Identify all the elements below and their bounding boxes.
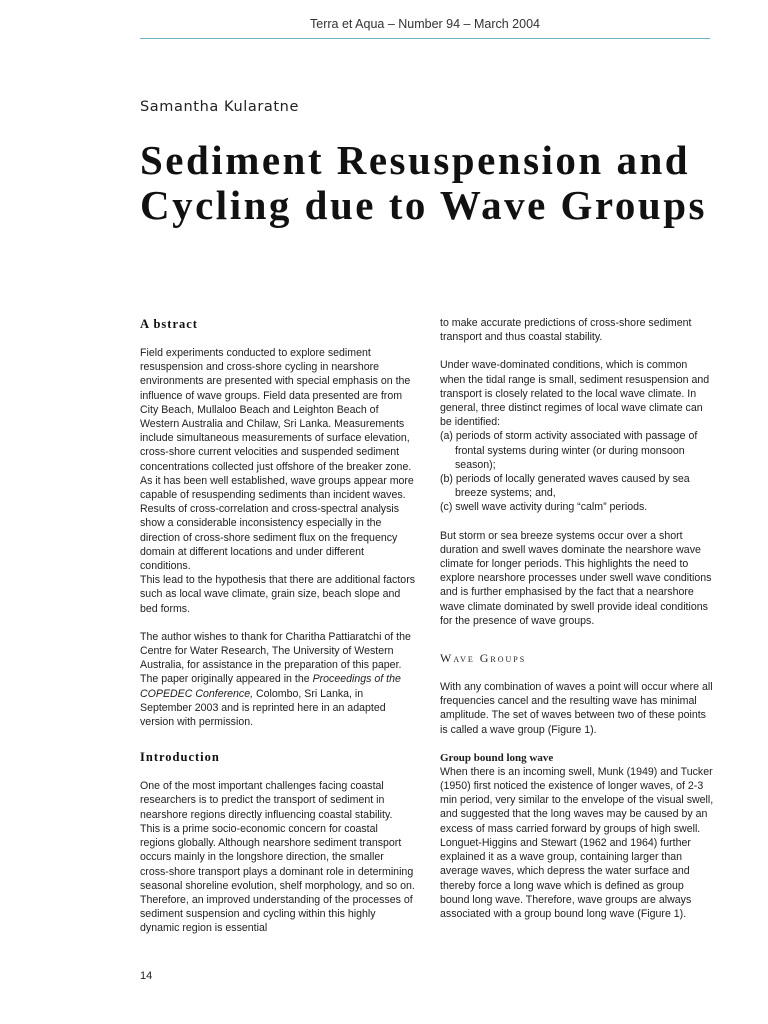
regimes-list bbox=[440, 429, 715, 514]
storm-paragraph: But storm or sea breeze systems occur over a short duration and swell waves dominate the nearshore wave climate for longer periods. This highlights the need to explore nearshore processes under swell wave conditions and is further emphasised by the fact that a nearshore wave climate dominated by swell provide ideal conditions for the presence of wave groups. bbox=[440, 529, 712, 627]
ack-text-1: The author wishes to thank for Charitha Pattiaratchi of the Centre for Water Research, The University of Western Australia, for assistance in the preparation of this paper. The paper originally appeared in the bbox=[140, 630, 411, 686]
author-name: Samantha Kularatne bbox=[140, 99, 299, 115]
introduction-heading: Introduction bbox=[140, 750, 220, 765]
ack-italic: Proceedings of the COPEDEC Conference, bbox=[140, 673, 401, 700]
header-rule bbox=[140, 38, 710, 39]
page-number: 14 bbox=[140, 970, 153, 982]
wave-groups-paragraph: With any combination of waves a point will occur where all frequencies cancel and the resulting wave has minimal amplitude. The set of waves between two of these points is called a wave group (Figure 1). bbox=[440, 681, 713, 736]
abstract-paragraph-end: This lead to the hypothesis that there are additional factors such as local wave climate, grain size, beach slope and bed forms. bbox=[140, 574, 416, 615]
list-item: (a) periods of storm activity associated with passage of frontal systems during winter (or during monsoon season); bbox=[440, 430, 698, 471]
article-title: Sediment Resuspension and Cycling due to Wave Groups bbox=[140, 137, 707, 228]
abstract-paragraph: Field experiments conducted to explore sediment resuspension and cross-shore cycling in nearshore environments are presented with special emphasis on the influence of wave groups. Field data presented are from City Beach, Mullaloo Beach and Leighton Beach of Western Australia and Chilaw, Sri Lanka. Measurements include simultaneous measurements of surface elevation, cross-shore current velocities and suspended sediment concentrations collected just offshore of the breaker zone. As it has been well established, wave groups appear more capable of resuspending sediments than incident waves. Results of cross-correlation and cross-spectral analysis show a considerable inconsistency especially in the direction of cross-shore sediment flux on the frequency domain at different locations and under different conditions. bbox=[140, 347, 414, 573]
group-bound-paragraph: When there is an incoming swell, Munk (1949) and Tucker (1950) first noticed the existence of longer waves, of 2-3 min period, very similar to the envelope of the visual swell, and suggested that the long waves may be caused by an excess of mass carried forward by groups of high swell. Longuet-Higgins and Stewart (1962 and 1964) further explained it as a wave group, containing larger than average waves, which depress the water surface and thereby force a long wave which is defined as group bound long wave. Therefore, wave groups are always associated with a group bound long wave (Figure 1). bbox=[440, 765, 714, 920]
wave-dominated-paragraph: Under wave-dominated conditions, which is common when the tidal range is small, sediment resuspension and transport is closely related to the local wave climate. In general, three distinct regimes of local wave climate can be identified: bbox=[440, 359, 710, 429]
list-item: (c) swell wave activity during “calm” periods. bbox=[440, 501, 648, 514]
acknowledgement-paragraph bbox=[140, 630, 415, 729]
ack-text-2: Colombo, Sri Lanka, in September 2003 and is reprinted here in an adapted version with permission. bbox=[140, 687, 386, 729]
group-bound-heading: Group bound long wave bbox=[440, 751, 554, 764]
running-header: Terra et Aqua – Number 94 – March 2004 bbox=[310, 17, 540, 31]
wave-groups-heading: Wave Groups bbox=[440, 651, 527, 666]
introduction-continued: to make accurate predictions of cross-shore sediment transport and thus coastal stability. bbox=[440, 317, 692, 344]
right-column bbox=[440, 316, 715, 935]
list-item: (b) periods of locally generated waves caused by sea breeze systems; and, bbox=[440, 473, 690, 500]
abstract-heading: A bstract bbox=[140, 317, 198, 331]
introduction-paragraph: One of the most important challenges facing coastal researchers is to predict the transport of sediment in nearshore regions directly influencing coastal stability. This is a prime socio-economic concern for coastal regions globally. Although nearshore sediment transport occurs mainly in the longshore direction, the smaller cross-shore transport plays a dominant role in determining seasonal shoreline evolution, shelf morphology, and so on. Therefore, an improved understanding of the processes of sediment suspension and cycling within this highly dynamic region is essential bbox=[140, 780, 415, 935]
left-column bbox=[140, 316, 415, 950]
